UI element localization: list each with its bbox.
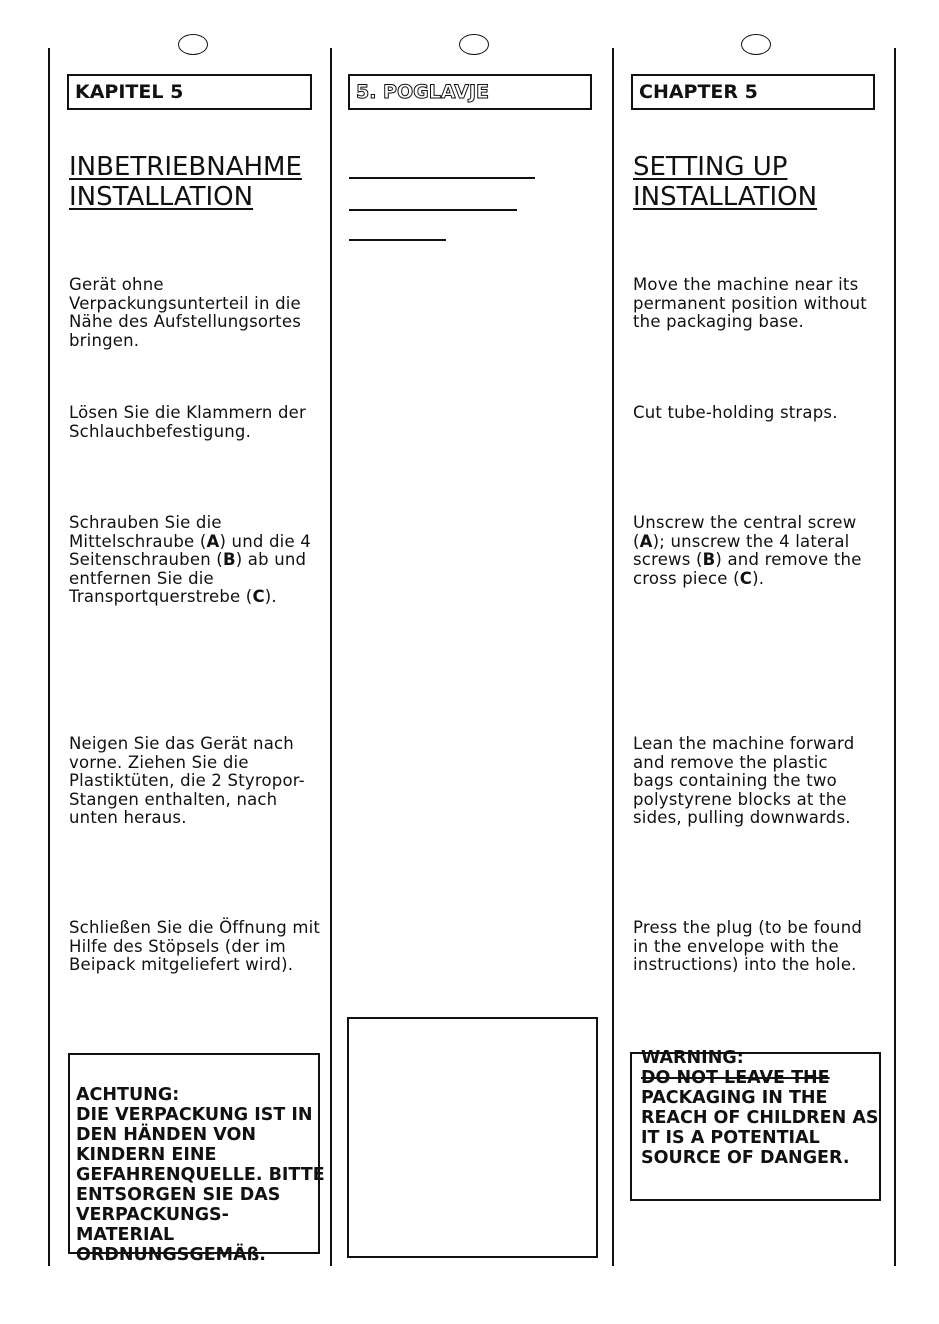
german-step-screws xyxy=(69,514,311,607)
text: ) and remove the xyxy=(715,550,862,570)
text: ). xyxy=(752,568,765,588)
text: Transportquerstrebe ( xyxy=(69,587,253,607)
text: ( xyxy=(633,531,640,551)
warning-text-english xyxy=(641,1028,878,1168)
language-badge-slovenian xyxy=(459,34,489,55)
english-step-move: Move the machine near its permanent position without the packaging base. xyxy=(633,275,867,332)
line: entfernen Sie die xyxy=(69,568,214,588)
chapter-header-english: CHAPTER 5 xyxy=(631,74,875,110)
section-title-line-2: INSTALLATION xyxy=(633,182,818,212)
language-badge-english xyxy=(741,34,771,55)
line: Schrauben Sie die xyxy=(69,513,222,532)
part-label-a: A xyxy=(206,531,220,551)
german-step-move: Gerät ohne Verpackungsunterteil in die Nähe des Aufstellungsortes bringen. xyxy=(69,275,301,350)
section-title-german xyxy=(69,152,302,212)
german-step-plug: Schließen Sie die Öffnung mit Hilfe des Stöpsels (der im Beipack mitgeliefert wird). xyxy=(69,918,321,975)
warning-text-german xyxy=(76,1065,325,1265)
part-label-a: A xyxy=(639,531,653,551)
text: Seitenschrauben ( xyxy=(69,550,223,570)
english-step-screws xyxy=(633,514,862,588)
line: Unscrew the central screw xyxy=(633,513,857,532)
chapter-header-slovenian xyxy=(348,74,592,110)
column-rule-left xyxy=(48,48,50,1266)
blank-title-line-2 xyxy=(349,209,517,211)
text: ) und die 4 xyxy=(219,531,311,551)
warning-heading: ACHTUNG: xyxy=(76,1085,180,1105)
warning-box-slovenian xyxy=(347,1017,598,1258)
english-step-straps: Cut tube-holding straps. xyxy=(633,403,838,422)
german-step-lean: Neigen Sie das Gerät nach vorne. Ziehen Sie die Plastiktüten, die 2 Styropor- Stangen enthalten, nach unten heraus. xyxy=(69,734,305,828)
warning-heading: WARNING: xyxy=(641,1048,744,1068)
german-step-straps: Lösen Sie die Klammern der Schlauchbefestigung. xyxy=(69,403,306,441)
english-step-lean: Lean the machine forward and remove the plastic bags containing the two polystyrene blocks at the sides, pulling downwards. xyxy=(633,734,855,828)
warning-body: PACKAGING IN THE REACH OF CHILDREN AS IT IS A POTENTIAL SOURCE OF DANGER. xyxy=(641,1088,879,1168)
blank-title-line-3 xyxy=(349,239,446,241)
column-rule-mid-right xyxy=(612,48,614,1266)
text: cross piece ( xyxy=(633,568,740,588)
warning-line-struck: DO NOT LEAVE THE xyxy=(641,1068,830,1088)
column-rule-right xyxy=(894,48,896,1266)
text: ); unscrew the 4 lateral xyxy=(652,531,850,551)
language-badge-german xyxy=(178,34,208,55)
text: screws ( xyxy=(633,550,703,570)
warning-body: DIE VERPACKUNG IST IN DEN HÄNDEN VON KINDERN EINE GEFAHRENQUELLE. BITTE ENTSORGEN SIE DAS VERPACKUNGS- MATERIAL ORDNUNGSGEMÄß. xyxy=(76,1105,325,1265)
text: Mittelschraube ( xyxy=(69,531,207,551)
text: ) ab und xyxy=(235,550,307,570)
part-label-c: C xyxy=(252,587,265,607)
chapter-header-german: KAPITEL 5 xyxy=(67,74,312,110)
section-title-line-2: INSTALLATION xyxy=(69,182,254,212)
chapter-header-slovenian-text: 5. POGLAVJE xyxy=(356,81,489,103)
part-label-c: C xyxy=(739,568,753,588)
part-label-b: B xyxy=(222,550,236,570)
section-title-english xyxy=(633,152,817,212)
section-title-line-1: SETTING UP xyxy=(633,152,788,182)
blank-title-line-1 xyxy=(349,177,535,179)
part-label-b: B xyxy=(702,550,716,570)
column-rule-mid-left xyxy=(330,48,332,1266)
text: ). xyxy=(264,587,277,607)
section-title-line-1: INBETRIEBNAHME xyxy=(69,152,302,182)
english-step-plug: Press the plug (to be found in the envelope with the instructions) into the hole. xyxy=(633,918,863,975)
